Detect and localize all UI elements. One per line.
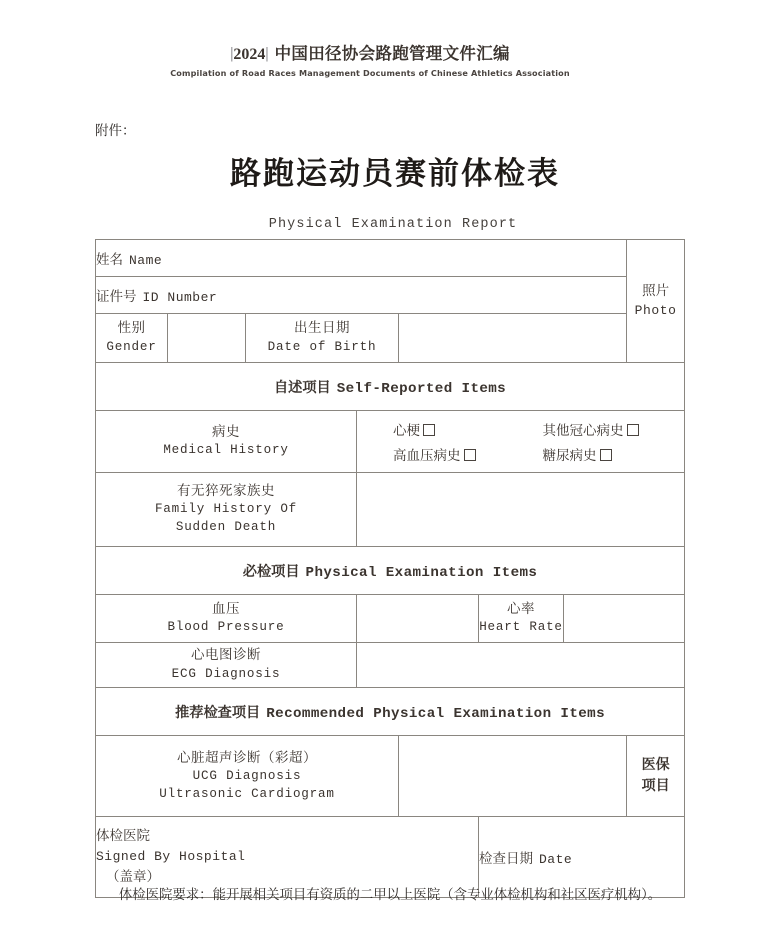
checkbox-box-icon[interactable] <box>464 449 476 461</box>
header-year-bar-left: | <box>230 45 234 62</box>
table-row-gender-dob <box>96 314 685 363</box>
checkbox-box-icon[interactable] <box>600 449 612 461</box>
field-family-history-label-en1: Family History Of <box>154 502 298 517</box>
section-header-self-reported-cell <box>96 363 685 411</box>
section-title-recommended-en: Recommended Physical Examination Items <box>266 705 605 722</box>
field-dob-value[interactable] <box>399 314 627 363</box>
field-family-history-label-cn: 有无猝死家族史 <box>177 483 275 500</box>
table-row-id-number <box>96 277 685 314</box>
checkbox-box-icon[interactable] <box>627 424 639 436</box>
field-heart-rate-label <box>479 595 564 643</box>
field-dob-label-cn: 出生日期 <box>294 320 350 337</box>
header-title-line <box>0 40 740 64</box>
field-blood-pressure-label-en: Blood Pressure <box>167 620 285 635</box>
header-year-bar-right: | <box>265 45 269 62</box>
checkbox-col2-wrapper-2 <box>521 444 685 464</box>
field-ecg-label-en: ECG Diagnosis <box>171 666 281 681</box>
section-title-self-reported-cn: 自述项目 <box>273 379 331 396</box>
field-ucg-label-en2: Ultrasonic Cardiogram <box>159 786 335 801</box>
field-name-label-cn: 姓名 <box>96 251 123 268</box>
section-title-self-reported <box>274 380 506 396</box>
field-id-number-label-en: ID Number <box>142 289 218 305</box>
field-exam-date-label-cn: 检查日期 <box>479 851 533 867</box>
table-row-ecg <box>96 643 685 688</box>
medical-insurance-item-cell <box>627 736 685 817</box>
checkbox-label-other-coronary-history: 其他冠心病史 <box>542 423 624 439</box>
field-blood-pressure-label <box>96 595 357 643</box>
field-heart-rate-label-cn: 心率 <box>507 600 535 617</box>
page-subtitle: Physical Examination Report <box>268 217 518 232</box>
field-ecg-label <box>96 643 357 688</box>
header-subtitle-en: Compilation of Road Races Management Documents of Chinese Athletics Association <box>170 68 570 78</box>
field-gender-label <box>96 314 168 363</box>
photo-placeholder-cell[interactable] <box>627 240 685 363</box>
field-ucg-value[interactable] <box>399 736 627 817</box>
checkbox-label-hypertension-history: 高血压病史 <box>393 448 461 464</box>
table-row-family-history <box>96 473 685 547</box>
section-header-physical-exam <box>96 547 685 595</box>
checkbox-item-hypertension-history[interactable] <box>357 444 521 464</box>
table-row-ucg <box>96 736 685 817</box>
physical-examination-form-table <box>95 239 685 898</box>
field-medical-history-label-en: Medical History <box>163 443 289 458</box>
section-title-physical-exam <box>243 564 538 580</box>
field-gender-label-cn: 性别 <box>117 320 146 337</box>
header-year: 2024 <box>233 46 266 63</box>
field-dob-label <box>246 314 399 363</box>
attachment-label: 附件： <box>95 123 136 139</box>
field-family-history-label <box>96 473 357 547</box>
photo-label-cn: 照片 <box>642 283 670 300</box>
medical-insurance-line2: 项目 <box>641 778 670 794</box>
field-ucg-label <box>96 736 399 817</box>
section-title-physical-exam-cn: 必检项目 <box>242 563 300 580</box>
field-ecg-label-cn: 心电图诊断 <box>191 647 261 664</box>
field-family-history-value[interactable] <box>357 473 685 547</box>
checkbox-box-icon[interactable] <box>423 424 435 436</box>
section-title-recommended-cn: 推荐检查项目 <box>175 704 261 721</box>
field-family-history-label-en2: Sudden Death <box>175 520 277 535</box>
medical-history-checkbox-group <box>357 411 685 473</box>
field-blood-pressure-label-cn: 血压 <box>212 600 240 617</box>
checkbox-label-diabetes-history: 糖尿病史 <box>542 448 597 464</box>
header-title-cn: 中国田径协会路跑管理文件汇编 <box>274 44 510 63</box>
field-exam-date-label-en: Date <box>539 852 573 867</box>
checkbox-item-diabetes-history[interactable] <box>521 444 685 464</box>
field-blood-pressure-value[interactable] <box>357 595 479 643</box>
field-ucg-label-en1: UCG Diagnosis <box>192 768 302 783</box>
table-row-name <box>96 240 685 277</box>
section-header-recommended <box>96 688 685 736</box>
section-title-recommended <box>175 705 605 721</box>
checkbox-item-myocardial-infarction[interactable] <box>357 419 521 439</box>
medical-insurance-line1: 医保 <box>641 757 670 773</box>
field-name[interactable] <box>96 240 627 277</box>
checkbox-label-myocardial-infarction: 心梗 <box>393 423 420 439</box>
table-row-medical-history <box>96 411 685 473</box>
footer-note: 体检医院要求：能开展相关项目有资质的二甲以上医院（含专业体检机构和社区医疗机构）。 <box>118 888 662 903</box>
field-ecg-value[interactable] <box>357 643 685 688</box>
section-header-recommended-cell <box>96 688 685 736</box>
field-gender-value[interactable] <box>168 314 246 363</box>
photo-label-en: Photo <box>634 303 677 319</box>
field-heart-rate-label-en: Heart Rate <box>479 620 563 635</box>
field-name-label <box>96 252 162 267</box>
page-header <box>0 40 776 78</box>
checkbox-item-other-coronary-history[interactable] <box>521 419 685 439</box>
field-medical-history-label-cn: 病史 <box>212 423 240 440</box>
section-header-physical-exam-cell <box>96 547 685 595</box>
field-name-label-en: Name <box>129 252 163 268</box>
field-gender-label-en: Gender <box>106 339 157 354</box>
field-hospital-seal-note: （盖章） <box>106 869 160 886</box>
section-title-physical-exam-en: Physical Examination Items <box>305 564 538 581</box>
field-id-number-label-cn: 证件号 <box>96 288 137 305</box>
header-year-group <box>230 46 268 63</box>
section-title-self-reported-en: Self-Reported Items <box>336 380 507 397</box>
field-id-number[interactable] <box>96 277 627 314</box>
field-heart-rate-value[interactable] <box>564 595 685 643</box>
section-header-self-reported <box>96 363 685 411</box>
page-title: 路跑运动员赛前体检表 <box>230 156 560 192</box>
field-dob-label-en: Date of Birth <box>267 339 377 354</box>
field-hospital-label-en: Signed By Hospital <box>96 848 246 864</box>
field-id-number-label <box>96 289 217 304</box>
table-row-bp-hr <box>96 595 685 643</box>
field-ucg-label-cn: 心脏超声诊断（彩超） <box>177 749 317 766</box>
field-hospital-label-cn: 体检医院 <box>96 828 150 844</box>
field-medical-history-label <box>96 411 357 473</box>
checkbox-col2-wrapper-1 <box>521 419 685 439</box>
checkbox-grid <box>357 411 684 472</box>
